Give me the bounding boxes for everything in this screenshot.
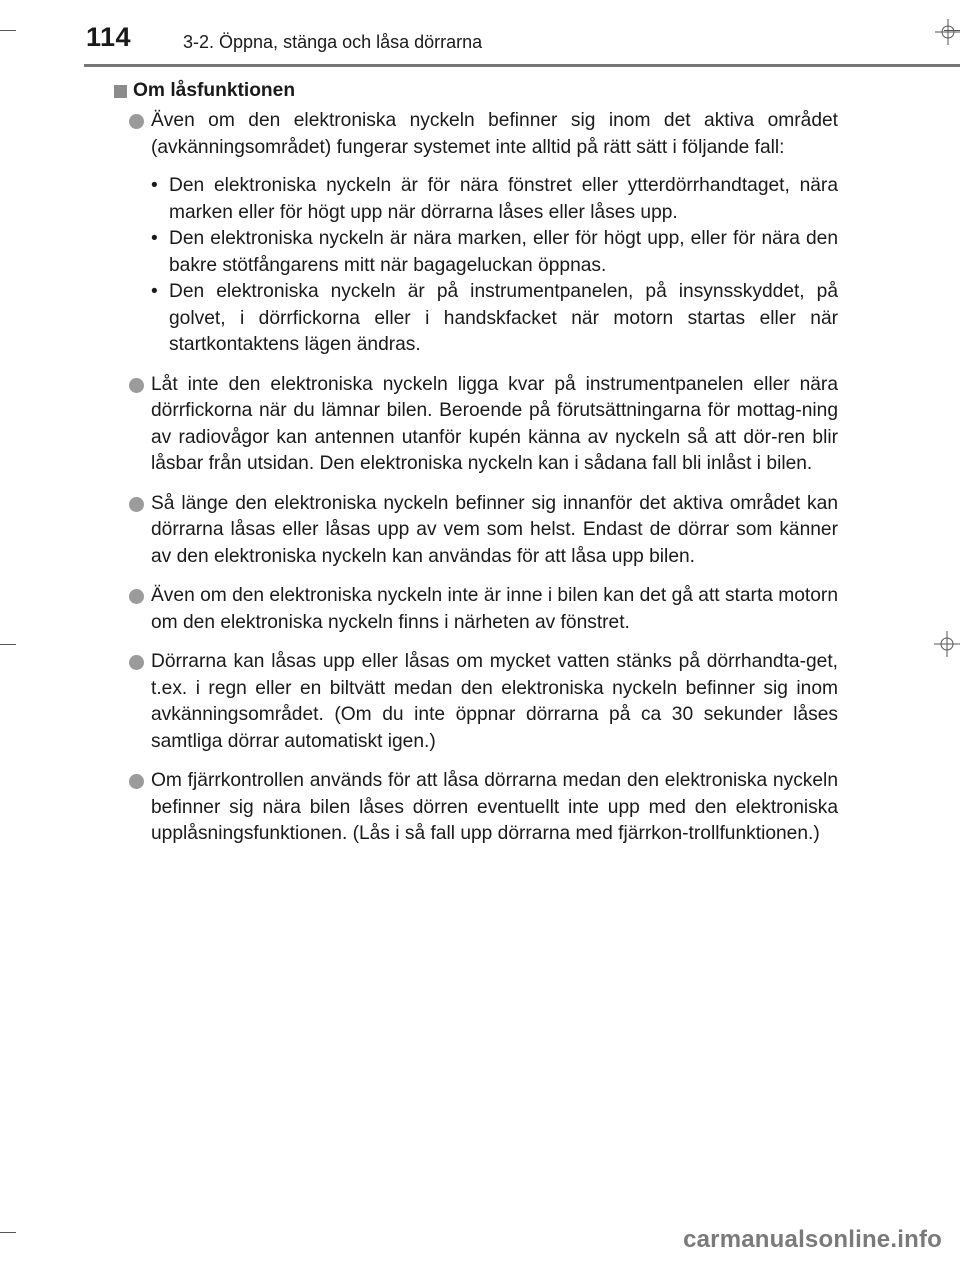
page-header <box>0 0 960 66</box>
circle-bullet-icon <box>129 378 144 393</box>
crop-mark-left-mid <box>0 644 16 645</box>
list-item <box>112 768 838 848</box>
list-item <box>112 649 838 755</box>
sub-list <box>151 173 838 359</box>
subsection-heading <box>112 78 838 104</box>
sub-list-item: • Den elektroniska nyckeln är på instrumentpanelen, på insynsskyddet, på golvet, i dörrfickorna eller i handskfacket när motorn startas eller när startkontaktens lägen ändras. <box>151 279 838 359</box>
circle-bullet-icon <box>129 774 144 789</box>
crop-mark-bottom-left <box>0 1232 16 1233</box>
item-text: Låt inte den elektroniska nyckeln ligga kvar på instrumentpanelen eller nära dörrfickorna när du lämnar bilen. Beroende på förutsättningarna för mottag-ning av radiovågor kan antennen utanför kupén känna av nyckeln så att dör-ren blir låsbar från utsidan. Den elektroniska nyckeln kan i sådana fall bli inlåst i bilen. <box>151 373 838 474</box>
circle-bullet-icon <box>129 589 144 604</box>
circle-bullet-icon <box>129 114 144 129</box>
item-text: Om fjärrkontrollen används för att låsa dörrarna medan den elektroniska nyckeln befinner sig nära bilen låses dörren eventuellt inte upp med den elektroniska upplåsningsfunktionen. (Lås i så fall upp dörrarna med fjärrkon-trollfunktionen.) <box>151 770 838 844</box>
page-number: 114 <box>86 22 132 52</box>
header-rule <box>84 64 960 67</box>
item-text: Även om den elektroniska nyckeln befinner sig inom det aktiva området (avkänningsområdet) fungerar systemet inte alltid på rätt sätt i följande fall: <box>151 110 838 158</box>
square-bullet-icon <box>114 85 127 98</box>
main-content <box>112 78 838 861</box>
list-item <box>112 583 838 636</box>
watermark: carmanualsonline.info <box>683 1226 942 1253</box>
list-item <box>112 108 838 359</box>
item-text: Även om den elektroniska nyckeln inte är inne i bilen kan det gå att starta motorn om den elektroniska nyckeln finns i närheten av fönstret. <box>151 585 838 633</box>
section-title: 3-2. Öppna, stänga och låsa dörrarna <box>183 32 483 52</box>
sub-list-item: • Den elektroniska nyckeln är nära marken, eller för högt upp, eller för nära den bakre stötfångarens mitt när bagageluckan öppnas. <box>151 226 838 279</box>
circle-bullet-icon <box>129 497 144 512</box>
list-item <box>112 372 838 478</box>
item-text: Dörrarna kan låsas upp eller låsas om mycket vatten stänks på dörrhandta-get, t.ex. i regn eller en biltvätt medan den elektroniska nyckeln befinner sig inom avkänningsområdet. (Om du inte öppnar dörrarna på ca 30 sekunder låses samtliga dörrar automatiskt igen.) <box>151 651 838 752</box>
heading-text: Om låsfunktionen <box>133 79 296 101</box>
sub-list-item: • Den elektroniska nyckeln är för nära fönstret eller ytterdörrhandtaget, nära marken eller för högt upp när dörrarna låses eller låses upp. <box>151 173 838 226</box>
circle-bullet-icon <box>129 655 144 670</box>
registration-mark-icon <box>934 631 960 657</box>
list-item <box>112 491 838 571</box>
item-text: Så länge den elektroniska nyckeln befinner sig innanför det aktiva området kan dörrarna låsas eller låsas upp av vem som helst. Endast de dörrar som känner av den elektroniska nyckeln kan användas för att låsa upp bilen. <box>151 492 838 567</box>
